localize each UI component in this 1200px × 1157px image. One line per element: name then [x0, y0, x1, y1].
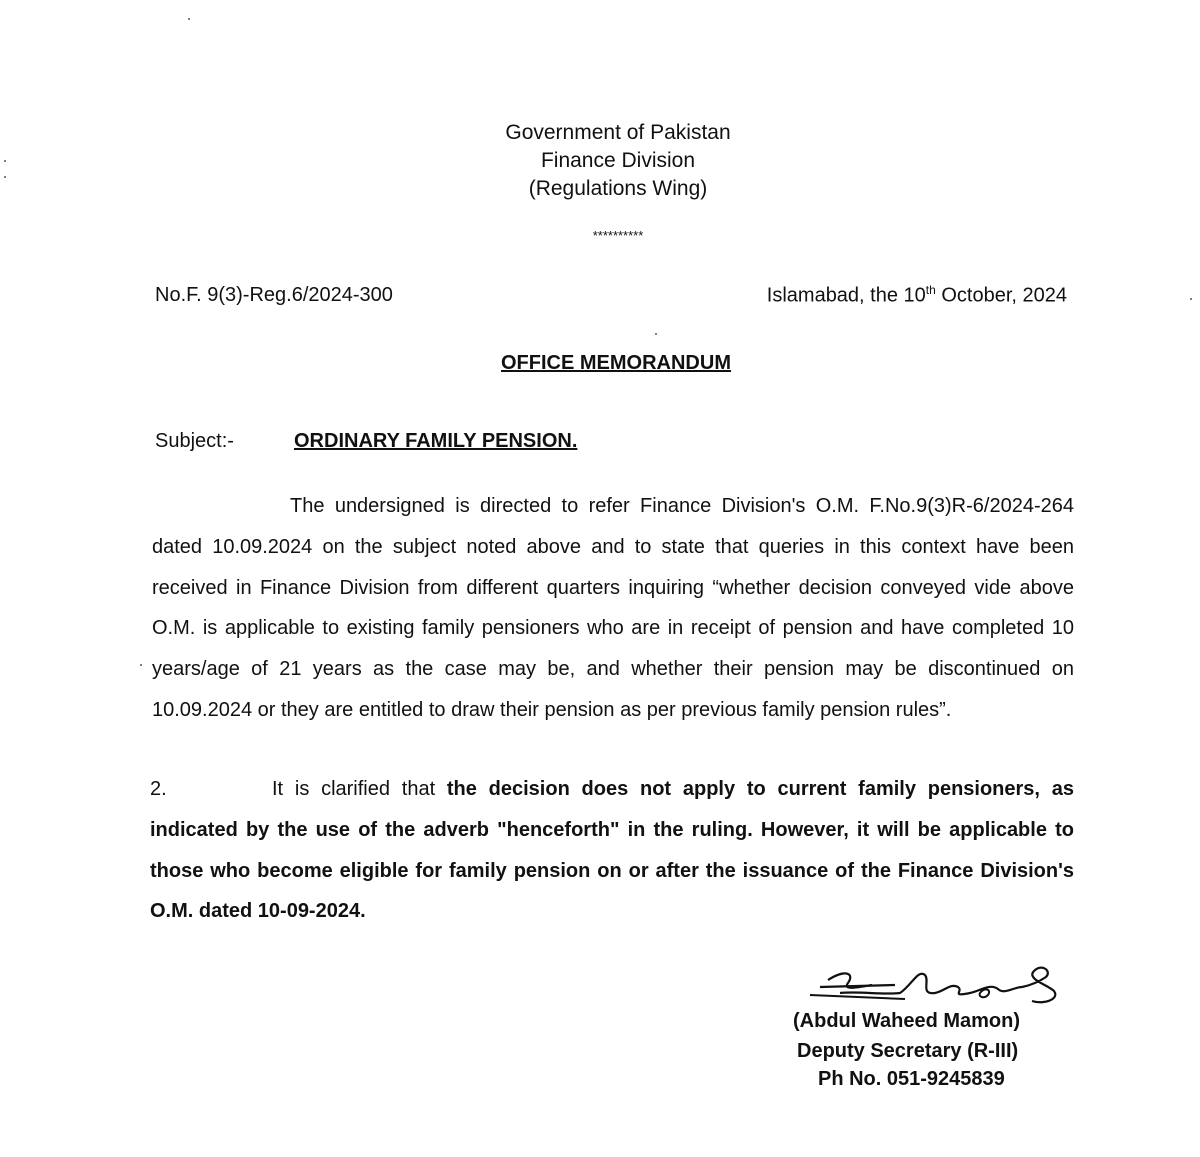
paragraph-2-number: 2.: [150, 778, 167, 800]
header-government: Government of Pakistan: [505, 121, 731, 144]
subject-text: ORDINARY FAMILY PENSION.: [294, 430, 578, 452]
issue-date-ordinal: th: [925, 283, 936, 297]
scan-speck: [4, 176, 6, 178]
header-division: Finance Division: [540, 149, 696, 172]
signatory-designation: Deputy Secretary (R-III): [797, 1040, 1019, 1062]
scan-speck: [140, 664, 142, 666]
issue-date-suffix: October, 2024: [935, 284, 1067, 307]
memorandum-title: OFFICE MEMORANDUM: [501, 352, 731, 374]
paragraph-2: [150, 769, 1074, 932]
scan-speck: [655, 333, 657, 335]
header-separator: **********: [592, 228, 644, 243]
scan-speck: [4, 160, 6, 162]
scan-speck: [188, 18, 190, 20]
paragraph-1: The undersigned is directed to refer Finance Division's O.M. F.No.9(3)R-6/2024-264 dated 10.09.2024 on the subject noted above and to state that queries in this context have been received in Finance Division from different quarters inquiring “whether decision conveyed vide above O.M. is applicable to existing family pensioners who are in receipt of pension and have completed 10 years/age of 21 years as the case may be, and whether their pension may be discontinued on 10.09.2024 or they are entitled to draw their pension as per previous family pension rules”.: [152, 495, 1074, 721]
signatory-name: (Abdul Waheed Mamon): [793, 1010, 1021, 1032]
signature-image: [800, 955, 1080, 1015]
issue-date-prefix: Islamabad, the 10: [766, 284, 926, 307]
scan-speck: [1190, 298, 1192, 300]
subject-label: Subject:-: [155, 430, 234, 452]
issue-date: [767, 283, 1067, 308]
paragraph-2-bold: the decision does not apply to current family pensioners, as indicated by the use of the adverb "henceforth" in the ruling. However, it will be applicable to those who become eligible for family pension on or after the issuance of the Finance Division's O.M. dated 10-09-2024.: [150, 778, 1074, 923]
signatory-phone: Ph No. 051-9245839: [818, 1068, 1005, 1090]
reference-number: No.F. 9(3)-Reg.6/2024-300: [155, 284, 393, 306]
paragraph-2-lead: It is clarified that: [272, 778, 447, 800]
header-wing: (Regulations Wing): [528, 177, 708, 200]
